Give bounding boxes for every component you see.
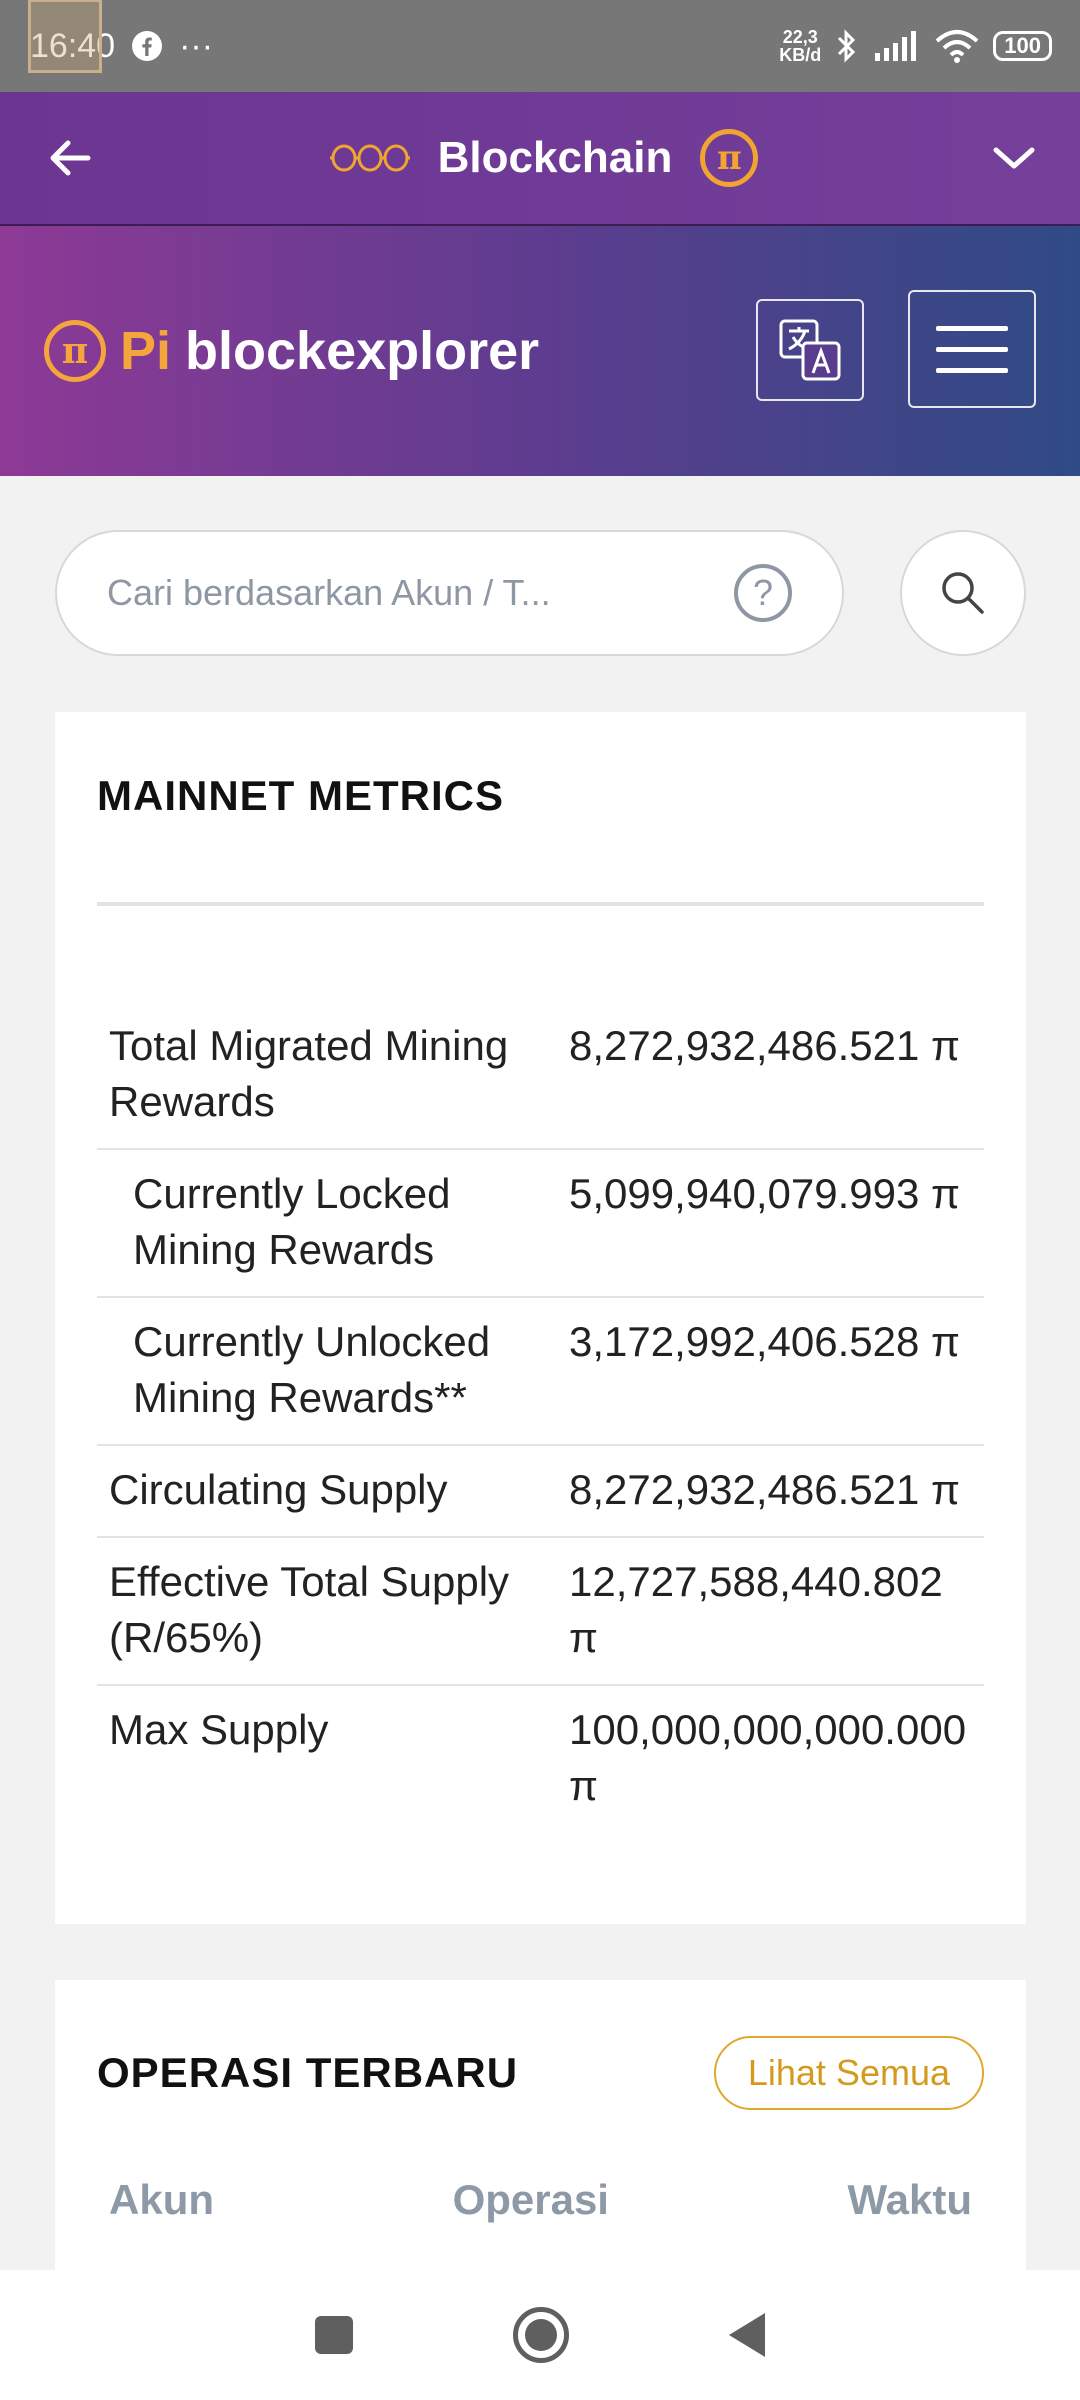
battery-indicator: 100 (993, 31, 1052, 61)
net-speed: 22,3 KB/d (779, 27, 822, 65)
status-time: 16:40 (30, 27, 115, 66)
metric-label: Currently Unlocked Mining Rewards** (133, 1318, 491, 1421)
column-operation[interactable]: Operasi (452, 2176, 609, 2223)
metric-value: 5,099,940,079.993 π (569, 1170, 960, 1217)
search-placeholder: Cari berdasarkan Akun / T... (107, 572, 551, 613)
explorer-banner (0, 226, 1080, 476)
mainnet-metrics-card (55, 712, 1026, 1924)
metric-value: 8,272,932,486.521 π (569, 1466, 960, 1513)
metric-row (97, 1686, 984, 1832)
metric-value: 100,000,000,000.000 π (569, 1706, 967, 1809)
app-header (0, 92, 1080, 226)
status-bar (0, 0, 1080, 92)
system-nav-bar (0, 2270, 1080, 2400)
status-more-icon: ··· (179, 26, 214, 65)
column-time[interactable]: Waktu (847, 2176, 972, 2223)
menu-line (936, 368, 1008, 373)
metric-row (97, 1298, 984, 1446)
search-button[interactable] (900, 530, 1026, 656)
status-left (30, 27, 213, 66)
brand-pi-text: Pi (120, 321, 172, 381)
metric-label: Circulating Supply (109, 1466, 448, 1513)
metric-label: Currently Locked Mining Rewards (133, 1170, 451, 1273)
recent-operations-card (55, 1980, 1026, 2270)
chain-link-icon (330, 140, 410, 176)
wifi-icon (935, 29, 979, 63)
pi-logo-icon: π (44, 320, 106, 382)
page-title: Blockchain (437, 133, 673, 182)
translate-button[interactable] (756, 299, 864, 401)
metric-row (97, 1150, 984, 1298)
menu-line (936, 347, 1008, 352)
status-right (779, 28, 1052, 64)
brand-logo[interactable] (44, 320, 539, 382)
bluetooth-icon (835, 28, 859, 64)
overlay-app-icon (28, 0, 102, 73)
operations-header (97, 1980, 984, 2166)
back-button[interactable] (729, 2313, 765, 2357)
search-icon (938, 568, 988, 618)
operations-columns (97, 2176, 984, 2224)
back-arrow-icon[interactable] (40, 128, 100, 188)
metric-row (97, 1002, 984, 1150)
menu-line (936, 326, 1008, 331)
question-circle-icon[interactable]: ? (734, 564, 792, 622)
header-center (330, 129, 759, 187)
metric-value: 3,172,992,406.528 π (569, 1318, 960, 1365)
see-all-button[interactable]: Lihat Semua (714, 2036, 984, 2110)
metric-row (97, 1538, 984, 1686)
pi-coin-icon: π (700, 129, 758, 187)
translate-icon (777, 317, 843, 383)
metric-label: Total Migrated Mining Rewards (109, 1022, 509, 1125)
facebook-icon (131, 30, 163, 62)
metrics-title: MAINNET METRICS (97, 712, 984, 906)
metrics-table (97, 1002, 984, 1832)
metric-value: 8,272,932,486.521 π (569, 1022, 960, 1069)
metric-row (97, 1446, 984, 1538)
home-dot (525, 2319, 557, 2351)
brand-name-text: blockexplorer (185, 321, 540, 381)
chevron-down-icon[interactable] (988, 132, 1040, 184)
search-input[interactable] (55, 530, 844, 656)
operations-title: OPERASI TERBARU (97, 2049, 519, 2096)
hamburger-menu-button[interactable] (908, 290, 1036, 408)
recent-apps-button[interactable] (315, 2316, 353, 2354)
home-button[interactable] (513, 2307, 569, 2363)
column-account[interactable]: Akun (109, 2176, 214, 2223)
metric-label: Max Supply (109, 1706, 329, 1753)
metric-value: 12,727,588,440.802 π (569, 1558, 943, 1661)
metric-label: Effective Total Supply (R/65%) (109, 1558, 510, 1661)
signal-icon (873, 31, 921, 61)
